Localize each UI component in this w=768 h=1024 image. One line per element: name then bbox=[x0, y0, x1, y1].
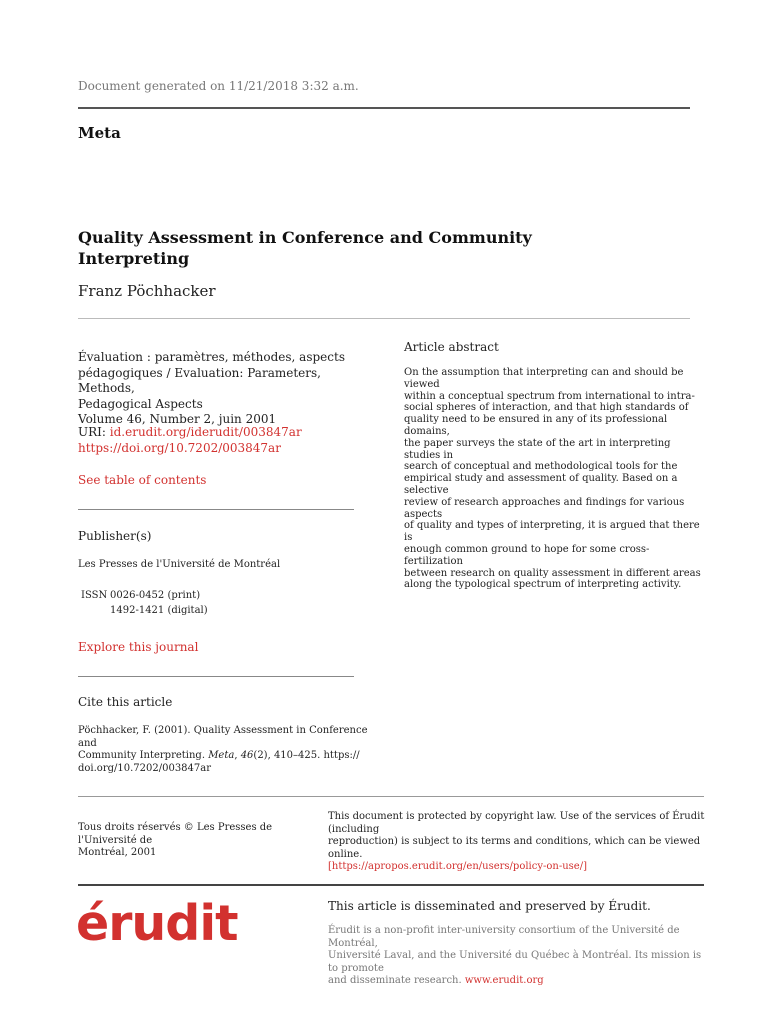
abstract-line: of quality and types of interpreting, it is argued that there is bbox=[404, 520, 700, 544]
policy-link[interactable]: https://apropos.erudit.org/en/users/policy-on-use/ bbox=[331, 861, 584, 872]
issue-info bbox=[78, 350, 358, 428]
title-divider bbox=[78, 318, 690, 319]
rights-statement bbox=[78, 822, 323, 860]
abstract-body bbox=[404, 367, 704, 591]
citation bbox=[78, 725, 368, 775]
toc-divider bbox=[78, 509, 354, 510]
table-of-contents-link[interactable]: See table of contents bbox=[78, 473, 207, 487]
copyright-line-3: [https://apropos.erudit.org/en/users/policy-on-use/] bbox=[328, 861, 587, 872]
issue-theme-line-3: Pedagogical Aspects bbox=[78, 396, 203, 411]
abstract-line: within a conceptual spectrum from international to intra- bbox=[404, 390, 695, 402]
copyright-notice bbox=[328, 811, 708, 874]
issue-theme-line-1: Évaluation : paramètres, méthodes, aspects bbox=[78, 350, 345, 364]
rights-divider bbox=[78, 796, 354, 797]
explore-journal-link[interactable]: Explore this journal bbox=[78, 640, 199, 654]
header-divider bbox=[78, 107, 690, 109]
article-title bbox=[78, 227, 638, 269]
author-name: Franz Pöchhacker bbox=[78, 282, 216, 300]
abstract-line: social spheres of interaction, and that high standards of bbox=[404, 402, 689, 414]
footer-divider bbox=[78, 884, 704, 886]
copyright-line-1: This document is protected by copyright law. Use of the services of Érudit (including bbox=[328, 811, 705, 835]
journal-name: Meta bbox=[78, 124, 121, 142]
uri-block bbox=[78, 425, 358, 456]
issn-label: ISSN bbox=[81, 590, 108, 601]
copyright-line-2: reproduction) is subject to its terms and conditions, which can be viewed online. bbox=[328, 836, 701, 860]
abstract-heading: Article abstract bbox=[404, 340, 499, 354]
erudit-site-link[interactable]: www.erudit.org bbox=[464, 975, 544, 986]
erudit-description bbox=[328, 925, 708, 988]
uri-label: URI: bbox=[78, 425, 106, 439]
abstract-line: review of research approaches and findings for various aspects bbox=[404, 496, 685, 520]
issn-digital: 1492-1421 (digital) bbox=[110, 604, 208, 616]
erudit-description-line-2: Université Laval, and the Université du Québec à Montréal. Its mission is to promote bbox=[328, 950, 702, 974]
issn-block bbox=[110, 590, 208, 617]
abstract-line: empirical study and assessment of quality. Based on a selective bbox=[404, 473, 678, 496]
abstract-line: the paper surveys the state of the art in interpreting studies in bbox=[404, 437, 671, 461]
rights-line-2: Montréal, 2001 bbox=[78, 847, 157, 858]
generated-notice: Document generated on 11/21/2018 3:32 a.m. bbox=[78, 79, 359, 93]
issue-volume: Volume 46, Number 2, juin 2001 bbox=[78, 412, 277, 426]
issue-theme-line-2: pédagogiques / Evaluation: Parameters, Methods, bbox=[78, 365, 321, 395]
article-title-line-1: Quality Assessment in Conference and Community bbox=[78, 228, 532, 247]
article-title-line-2: Interpreting bbox=[78, 249, 190, 268]
abstract-line: On the assumption that interpreting can and should be viewed bbox=[404, 367, 684, 390]
publisher-heading: Publisher(s) bbox=[78, 529, 152, 543]
cite-heading: Cite this article bbox=[78, 695, 173, 709]
rights-line-1: Tous droits réservés © Les Presses de l'Université de bbox=[78, 822, 273, 846]
publisher-name: Les Presses de l'Université de Montréal bbox=[78, 559, 281, 570]
disseminated-notice: This article is disseminated and preserved by Érudit. bbox=[328, 899, 651, 913]
abstract-line: search of conceptual and methodological tools for the bbox=[404, 461, 678, 473]
abstract-line: along the typological spectrum of interpreting activity. bbox=[404, 579, 682, 591]
abstract-line: enough common ground to hope for some cross-fertilization bbox=[404, 543, 650, 567]
issn-print: 0026-0452 (print) bbox=[110, 590, 201, 601]
citation-line-1: Pöchhacker, F. (2001). Quality Assessment in Conference and bbox=[78, 725, 368, 749]
uri-link[interactable]: id.erudit.org/iderudit/003847ar bbox=[109, 425, 302, 439]
abstract-line: quality need to be ensured in any of its professional domains, bbox=[404, 414, 668, 437]
explore-divider bbox=[78, 676, 354, 677]
doi-link[interactable]: https://doi.org/10.7202/003847ar bbox=[78, 440, 281, 455]
copyright-divider bbox=[328, 796, 704, 797]
abstract-line: between research on quality assessment in different areas bbox=[404, 567, 701, 579]
citation-line-2: Community Interpreting. Meta, 46(2), 410–425. https:// bbox=[78, 750, 360, 761]
citation-line-3: doi.org/10.7202/003847ar bbox=[78, 762, 212, 774]
erudit-description-line-1: Érudit is a non-profit inter-university consortium of the Université de Montréal, bbox=[328, 925, 680, 949]
erudit-logo: érudit bbox=[76, 895, 238, 952]
erudit-description-line-3: and disseminate research. www.erudit.org bbox=[328, 975, 544, 986]
